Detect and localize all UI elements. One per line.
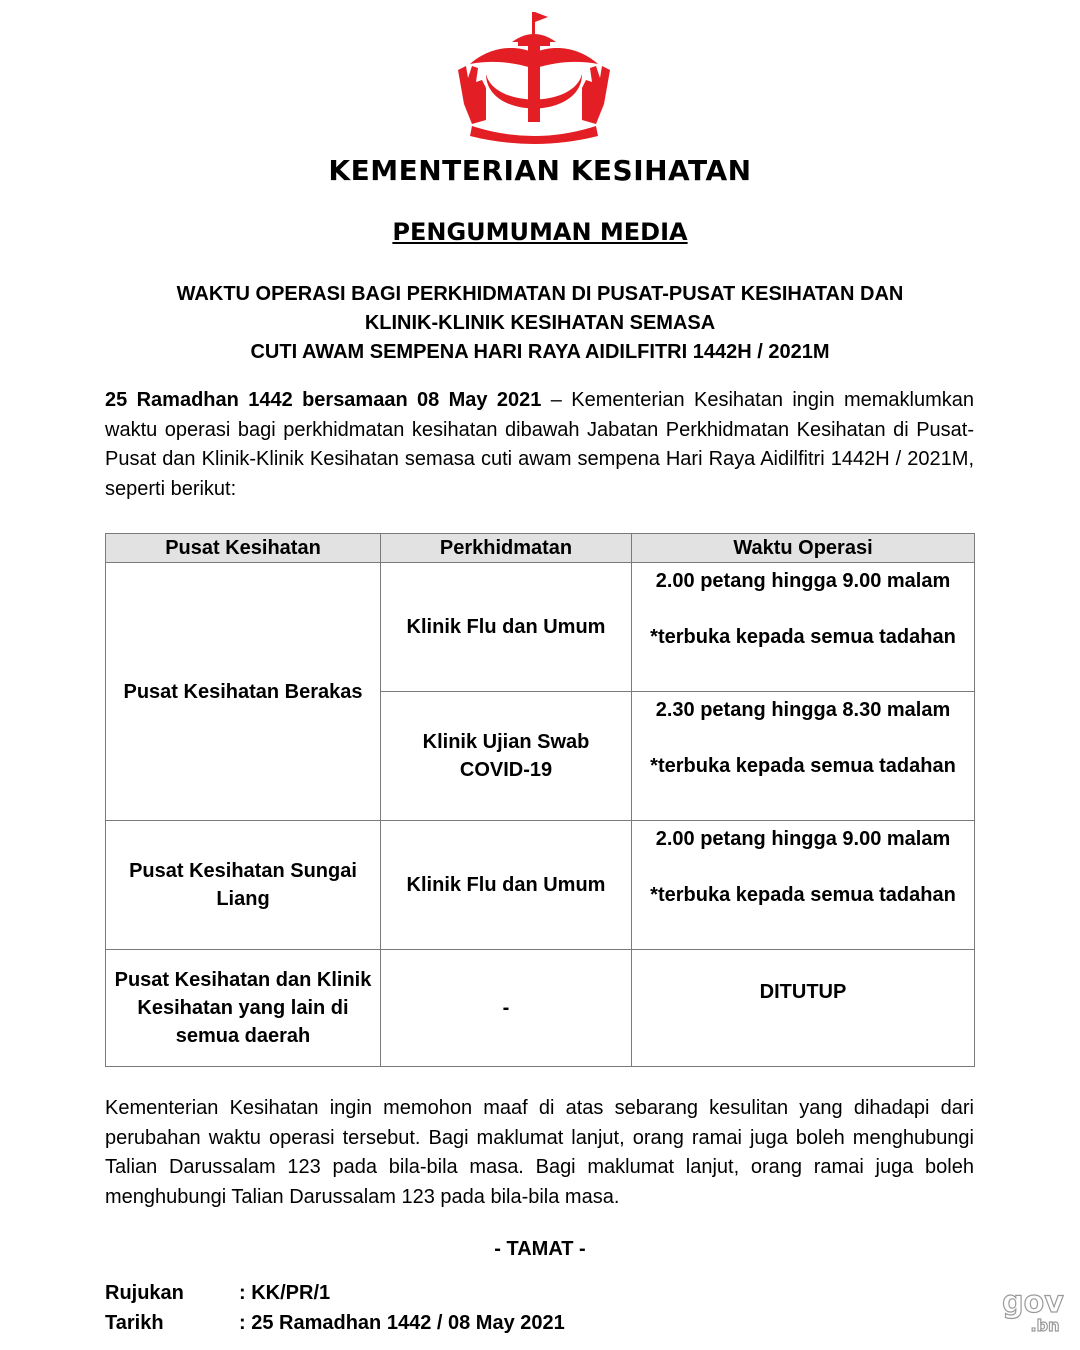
status-text: DITUTUP — [759, 981, 847, 1003]
ministry-title: KEMENTERIAN KESIHATAN — [328, 154, 752, 187]
service-cell: - — [381, 950, 632, 1067]
hours-text: 2.00 petang hingga 9.00 malam — [655, 570, 951, 592]
watermark-line: gov — [1002, 1285, 1064, 1320]
headline-line: KLINIK-KLINIK KESIHATAN SEMASA — [364, 312, 716, 334]
table-row — [106, 563, 975, 692]
hours-note: *terbuka kepada semua tadahan — [650, 755, 956, 777]
table-row — [106, 821, 975, 950]
column-header: Waktu Operasi — [632, 534, 975, 563]
service-cell: Klinik Ujian Swab COVID-19 — [381, 692, 632, 821]
column-header: Perkhidmatan — [381, 534, 632, 563]
hours-cell — [632, 692, 975, 821]
status-cell — [632, 950, 975, 1067]
intro-text: – Kementerian Kesihatan ingin memaklumkan waktu operasi bagi perkhidmatan kesihatan dibawah Jabatan Perkhidmatan Kesihatan di Pusat-Pusat dan Klinik-Klinik Kesihatan semasa cuti awam sempena Hari Raya Aidilfitri 1442H / 2021M, seperti berikut: — [105, 389, 974, 500]
table-header-row — [106, 534, 975, 563]
end-mark: - TAMAT - — [494, 1238, 586, 1260]
operating-hours-table — [105, 533, 975, 1067]
reference-value: : KK/PR/1 — [239, 1282, 331, 1304]
column-header: Pusat Kesihatan — [106, 534, 381, 563]
reference-label: Rujukan — [105, 1282, 184, 1304]
reference-line — [105, 1282, 330, 1305]
date-label: Tarikh — [105, 1312, 164, 1334]
hours-note: *terbuka kepada semua tadahan — [650, 626, 956, 648]
gov-bn-watermark — [998, 1285, 1068, 1335]
centre-cell: Pusat Kesihatan Sungai Liang — [106, 821, 381, 950]
watermark-line: .bn — [1030, 1316, 1060, 1335]
announcement-title: PENGUMUMAN MEDIA — [392, 218, 688, 246]
hours-cell — [632, 821, 975, 950]
hours-text: 2.00 petang hingga 9.00 malam — [655, 828, 951, 850]
headline — [60, 280, 1020, 367]
table-row — [106, 950, 975, 1067]
hours-text: 2.30 petang hingga 8.30 malam — [655, 699, 951, 721]
brunei-crest-icon — [452, 8, 616, 152]
date-line — [105, 1312, 565, 1335]
date-value: : 25 Ramadhan 1442 / 08 May 2021 — [239, 1312, 565, 1334]
service-cell: Klinik Flu dan Umum — [381, 821, 632, 950]
intro-paragraph — [105, 386, 974, 504]
centre-cell: Pusat Kesihatan Berakas — [106, 563, 381, 821]
service-cell: Klinik Flu dan Umum — [381, 563, 632, 692]
hours-note: *terbuka kepada semua tadahan — [650, 884, 956, 906]
headline-line: WAKTU OPERASI BAGI PERKHIDMATAN DI PUSAT-PUSAT KESIHATAN DAN — [176, 283, 904, 305]
intro-date: 25 Ramadhan 1442 bersamaan 08 May 2021 — [105, 389, 542, 411]
closing-paragraph: Kementerian Kesihatan ingin memohon maaf di atas sebarang kesulitan yang dihadapi dari perubahan waktu operasi tersebut. Bagi maklumat lanjut, orang ramai juga boleh menghubungi Talian Darussalam 123 pada bila-bila masa. Bagi maklumat lanjut, orang ramai juga boleh menghubungi Talian Darussalam 123 pada bila-bila masa. — [105, 1097, 974, 1208]
headline-line: CUTI AWAM SEMPENA HARI RAYA AIDILFITRI 1442H / 2021M — [250, 341, 830, 363]
centre-cell: Pusat Kesihatan dan Klinik Kesihatan yang lain di semua daerah — [106, 950, 381, 1067]
hours-cell — [632, 563, 975, 692]
